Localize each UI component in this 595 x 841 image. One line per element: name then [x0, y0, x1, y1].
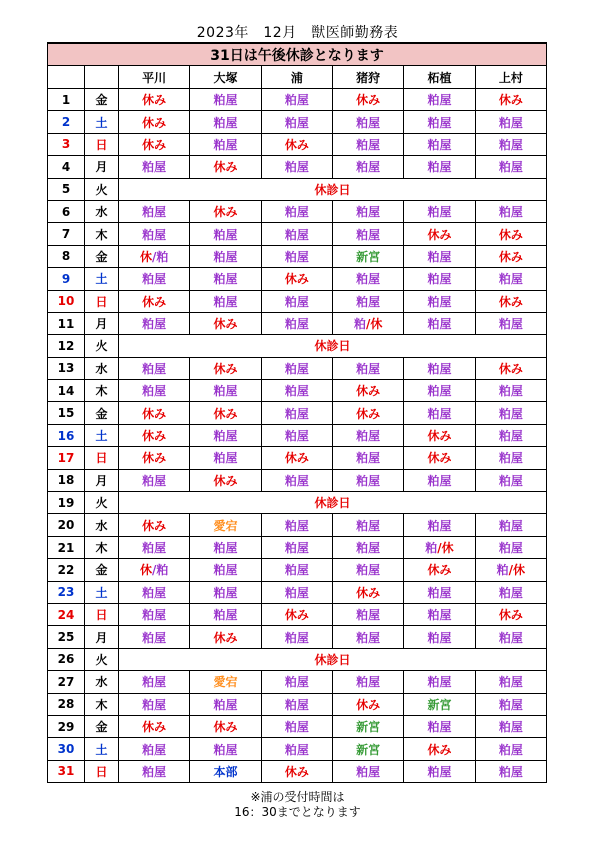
table-row [48, 469, 547, 491]
shift-cell: 粕屋 [261, 469, 332, 491]
shift-cell: 粕屋 [404, 290, 475, 312]
shift-cell: 粕屋 [119, 671, 190, 693]
shift-cell: 粕屋 [404, 357, 475, 379]
shift-separator: / [508, 563, 514, 578]
shift-cell: 粕屋 [332, 133, 403, 155]
shift-cell: 愛宕 [190, 514, 261, 536]
weekday: 月 [85, 626, 119, 648]
shift-part: 休 [513, 563, 526, 578]
day-number: 16 [48, 424, 85, 446]
weekday: 土 [85, 424, 119, 446]
table-row [48, 111, 547, 133]
shift-cell: 休み [332, 380, 403, 402]
table-row [48, 133, 547, 155]
table-row [48, 200, 547, 222]
shift-part: 粕 [353, 317, 366, 332]
weekday: 水 [85, 200, 119, 222]
shift-cell: 粕屋 [475, 424, 546, 446]
shift-cell: 粕屋 [190, 424, 261, 446]
day-number: 25 [48, 626, 85, 648]
shift-cell: 粕屋 [404, 581, 475, 603]
closed-day-label: 休診日 [119, 335, 547, 357]
shift-cell: 粕屋 [332, 200, 403, 222]
weekday: 金 [85, 559, 119, 581]
shift-cell: 粕屋 [475, 469, 546, 491]
weekday: 日 [85, 133, 119, 155]
shift-cell: 粕屋 [332, 760, 403, 782]
table-row [48, 402, 547, 424]
day-number: 14 [48, 380, 85, 402]
shift-cell: 粕屋 [119, 738, 190, 760]
shift-cell: 粕屋 [332, 156, 403, 178]
weekday: 日 [85, 447, 119, 469]
shift-cell: 粕屋 [404, 111, 475, 133]
shift-cell: 粕屋 [475, 402, 546, 424]
shift-cell: 休み [190, 626, 261, 648]
shift-cell: 粕屋 [119, 268, 190, 290]
notice-row [48, 43, 547, 66]
shift-cell: 粕屋 [404, 200, 475, 222]
shift-cell: 粕屋 [475, 312, 546, 334]
table-row [48, 89, 547, 111]
shift-cell: 粕屋 [119, 156, 190, 178]
day-number: 19 [48, 492, 85, 514]
day-number: 2 [48, 111, 85, 133]
shift-cell: 粕屋 [261, 514, 332, 536]
shift-cell: 粕屋 [261, 738, 332, 760]
day-number: 8 [48, 245, 85, 267]
shift-cell: 粕屋 [190, 89, 261, 111]
shift-cell: 粕屋 [119, 469, 190, 491]
day-number: 20 [48, 514, 85, 536]
shift-cell [404, 536, 475, 558]
shift-cell: 粕屋 [475, 715, 546, 737]
shift-cell: 休み [190, 715, 261, 737]
shift-cell: 粕屋 [190, 380, 261, 402]
day-number: 22 [48, 559, 85, 581]
shift-cell: 休み [475, 603, 546, 625]
shift-cell [332, 312, 403, 334]
shift-cell: 粕屋 [332, 514, 403, 536]
table-row [48, 559, 547, 581]
weekday: 火 [85, 178, 119, 200]
shift-cell: 粕屋 [332, 268, 403, 290]
shift-cell: 休み [404, 424, 475, 446]
shift-cell: 粕屋 [261, 693, 332, 715]
table-row [48, 424, 547, 446]
day-number: 3 [48, 133, 85, 155]
day-number: 10 [48, 290, 85, 312]
table-row [48, 738, 547, 760]
table-row [48, 447, 547, 469]
shift-cell: 粕屋 [119, 357, 190, 379]
shift-cell: 休み [190, 357, 261, 379]
shift-cell: 休み [475, 357, 546, 379]
shift-separator: / [151, 563, 157, 578]
shift-cell: 休み [261, 447, 332, 469]
shift-cell: 粕屋 [261, 223, 332, 245]
shift-cell: 休み [190, 312, 261, 334]
weekday: 日 [85, 603, 119, 625]
shift-part: 休 [441, 541, 454, 555]
shift-cell: 休み [404, 738, 475, 760]
shift-cell: 本部 [190, 760, 261, 782]
shift-cell: 粕屋 [404, 402, 475, 424]
notice-banner: 31日は午後休診となります [48, 43, 547, 66]
header-day-blank [48, 66, 85, 89]
weekday: 木 [85, 536, 119, 558]
day-number: 9 [48, 268, 85, 290]
table-row [48, 648, 547, 670]
table-row [48, 178, 547, 200]
shift-cell: 粕屋 [190, 603, 261, 625]
shift-cell: 粕屋 [404, 380, 475, 402]
table-row [48, 312, 547, 334]
shift-part: 休 [370, 317, 383, 332]
shift-cell: 粕屋 [190, 447, 261, 469]
header-doctor: 大塚 [190, 66, 261, 89]
shift-separator: / [365, 317, 371, 332]
shift-cell: 休み [475, 245, 546, 267]
shift-cell: 粕屋 [261, 671, 332, 693]
shift-cell: 粕屋 [119, 200, 190, 222]
table-row [48, 626, 547, 648]
shift-cell: 休み [119, 402, 190, 424]
shift-cell: 粕屋 [475, 268, 546, 290]
shift-cell: 粕屋 [261, 559, 332, 581]
day-number: 27 [48, 671, 85, 693]
shift-cell: 休み [261, 268, 332, 290]
weekday: 火 [85, 648, 119, 670]
table-row [48, 357, 547, 379]
shift-cell: 粕屋 [261, 536, 332, 558]
shift-cell: 粕屋 [261, 156, 332, 178]
shift-cell: 粕屋 [119, 380, 190, 402]
shift-cell: 粕屋 [261, 402, 332, 424]
shift-cell: 休み [119, 290, 190, 312]
header-weekday-blank [85, 66, 119, 89]
closed-day-label: 休診日 [119, 178, 547, 200]
shift-cell: 粕屋 [475, 133, 546, 155]
shift-cell: 粕屋 [404, 514, 475, 536]
table-row [48, 536, 547, 558]
shift-cell: 休み [261, 133, 332, 155]
shift-cell: 粕屋 [332, 626, 403, 648]
shift-part: 休 [139, 249, 152, 264]
day-number: 30 [48, 738, 85, 760]
shift-cell: 粕屋 [119, 603, 190, 625]
shift-cell: 粕屋 [475, 581, 546, 603]
shift-cell: 粕屋 [190, 111, 261, 133]
table-row [48, 156, 547, 178]
table-row [48, 693, 547, 715]
shift-cell: 粕屋 [475, 111, 546, 133]
table-row [48, 290, 547, 312]
shift-cell: 粕屋 [190, 559, 261, 581]
shift-cell: 粕屋 [475, 380, 546, 402]
shift-cell: 粕屋 [119, 223, 190, 245]
table-row [48, 268, 547, 290]
footer-line-2: 16：30までとなります [234, 805, 361, 819]
day-number: 21 [48, 536, 85, 558]
shift-cell: 粕屋 [475, 738, 546, 760]
shift-cell [119, 559, 190, 581]
header-doctor: 平川 [119, 66, 190, 89]
shift-cell: 休み [475, 223, 546, 245]
shift-part: 粕 [156, 249, 169, 264]
day-number: 24 [48, 603, 85, 625]
shift-cell: 休み [332, 581, 403, 603]
shift-cell: 粕屋 [190, 290, 261, 312]
closed-day-label: 休診日 [119, 492, 547, 514]
shift-cell: 粕屋 [261, 424, 332, 446]
shift-cell: 粕屋 [404, 469, 475, 491]
shift-cell [119, 245, 190, 267]
closed-day-label: 休診日 [119, 648, 547, 670]
shift-cell: 粕屋 [261, 380, 332, 402]
shift-cell: 粕屋 [475, 156, 546, 178]
page-title: 2023年 12月 獣医師勤務表 [196, 25, 399, 41]
weekday: 水 [85, 357, 119, 379]
table-row [48, 603, 547, 625]
shift-cell: 粕屋 [119, 312, 190, 334]
day-number: 5 [48, 178, 85, 200]
shift-cell: 休み [261, 760, 332, 782]
table-row [48, 514, 547, 536]
weekday: 日 [85, 760, 119, 782]
weekday: 月 [85, 469, 119, 491]
shift-cell: 粕屋 [190, 693, 261, 715]
shift-separator: / [151, 249, 157, 264]
day-number: 13 [48, 357, 85, 379]
shift-cell: 粕屋 [261, 245, 332, 267]
day-number: 31 [48, 760, 85, 782]
shift-cell: 粕屋 [261, 357, 332, 379]
shift-cell: 休み [119, 133, 190, 155]
shift-cell: 休み [404, 559, 475, 581]
shift-cell [475, 559, 546, 581]
shift-cell: 粕屋 [261, 200, 332, 222]
shift-part: 粕 [496, 563, 509, 578]
shift-cell: 粕屋 [261, 715, 332, 737]
day-number: 28 [48, 693, 85, 715]
day-number: 23 [48, 581, 85, 603]
shift-cell: 愛宕 [190, 671, 261, 693]
shift-cell: 粕屋 [190, 245, 261, 267]
shift-cell: 新宮 [332, 738, 403, 760]
shift-cell: 粕屋 [475, 514, 546, 536]
weekday: 木 [85, 693, 119, 715]
shift-cell: 粕屋 [332, 447, 403, 469]
footer-line-1: ※浦の受付時間は [250, 790, 345, 804]
shift-cell: 休み [475, 290, 546, 312]
shift-cell: 粕屋 [332, 424, 403, 446]
shift-cell: 休み [119, 447, 190, 469]
shift-part: 粕 [425, 541, 438, 555]
shift-cell: 粕屋 [475, 536, 546, 558]
shift-cell: 粕屋 [261, 89, 332, 111]
shift-cell: 粕屋 [261, 312, 332, 334]
day-number: 26 [48, 648, 85, 670]
day-number: 15 [48, 402, 85, 424]
shift-cell: 新宮 [332, 245, 403, 267]
shift-separator: / [437, 541, 442, 555]
shift-cell: 粕屋 [404, 760, 475, 782]
weekday: 水 [85, 514, 119, 536]
roster-body [48, 89, 547, 783]
shift-cell: 粕屋 [332, 559, 403, 581]
header-row [48, 66, 547, 89]
weekday: 金 [85, 715, 119, 737]
shift-cell: 休み [404, 447, 475, 469]
shift-cell: 休み [119, 514, 190, 536]
weekday: 木 [85, 223, 119, 245]
shift-cell: 粕屋 [190, 536, 261, 558]
shift-cell: 休み [332, 402, 403, 424]
shift-cell: 粕屋 [261, 626, 332, 648]
shift-cell: 粕屋 [261, 581, 332, 603]
weekday: 日 [85, 290, 119, 312]
shift-cell: 粕屋 [475, 447, 546, 469]
table-row [48, 223, 547, 245]
table-row [48, 760, 547, 782]
shift-cell: 休み [119, 715, 190, 737]
weekday: 土 [85, 268, 119, 290]
header-doctor: 上村 [475, 66, 546, 89]
table-row [48, 380, 547, 402]
weekday: 金 [85, 245, 119, 267]
day-number: 1 [48, 89, 85, 111]
shift-cell: 新宮 [404, 693, 475, 715]
shift-cell: 粕屋 [404, 268, 475, 290]
shift-cell: 粕屋 [119, 581, 190, 603]
shift-cell: 休み [190, 402, 261, 424]
shift-cell: 休み [404, 223, 475, 245]
weekday: 水 [85, 671, 119, 693]
weekday: 火 [85, 335, 119, 357]
weekday: 土 [85, 738, 119, 760]
day-number: 7 [48, 223, 85, 245]
day-number: 18 [48, 469, 85, 491]
shift-cell: 粕屋 [190, 581, 261, 603]
shift-cell: 粕屋 [332, 536, 403, 558]
shift-cell: 休み [119, 424, 190, 446]
table-row [48, 715, 547, 737]
shift-cell: 粕屋 [404, 603, 475, 625]
shift-cell: 粕屋 [404, 671, 475, 693]
shift-cell: 休み [190, 469, 261, 491]
shift-cell: 粕屋 [261, 290, 332, 312]
shift-cell: 休み [190, 200, 261, 222]
shift-cell: 粕屋 [332, 469, 403, 491]
shift-cell: 粕屋 [119, 693, 190, 715]
shift-cell: 粕屋 [332, 290, 403, 312]
shift-part: 休 [139, 563, 152, 578]
day-number: 29 [48, 715, 85, 737]
shift-cell: 粕屋 [332, 357, 403, 379]
footer-note [0, 790, 595, 820]
shift-cell: 粕屋 [190, 738, 261, 760]
shift-cell: 粕屋 [475, 626, 546, 648]
shift-cell: 粕屋 [332, 111, 403, 133]
shift-cell: 粕屋 [475, 671, 546, 693]
roster-table [47, 42, 547, 783]
weekday: 木 [85, 380, 119, 402]
table-row [48, 492, 547, 514]
shift-cell: 粕屋 [332, 603, 403, 625]
table-row [48, 581, 547, 603]
shift-cell: 粕屋 [404, 312, 475, 334]
shift-cell: 休み [332, 693, 403, 715]
shift-cell: 粕屋 [119, 760, 190, 782]
header-doctor: 猪狩 [332, 66, 403, 89]
shift-cell: 粕屋 [119, 536, 190, 558]
shift-cell: 粕屋 [119, 626, 190, 648]
table-row [48, 671, 547, 693]
weekday: 金 [85, 89, 119, 111]
shift-cell: 粕屋 [190, 223, 261, 245]
shift-cell: 粕屋 [404, 89, 475, 111]
weekday: 火 [85, 492, 119, 514]
shift-cell: 粕屋 [190, 268, 261, 290]
day-number: 12 [48, 335, 85, 357]
shift-cell: 休み [332, 89, 403, 111]
day-number: 11 [48, 312, 85, 334]
shift-cell: 休み [261, 603, 332, 625]
weekday: 月 [85, 312, 119, 334]
shift-cell: 粕屋 [475, 760, 546, 782]
shift-cell: 粕屋 [261, 111, 332, 133]
weekday: 月 [85, 156, 119, 178]
shift-cell: 休み [119, 89, 190, 111]
header-doctor: 柘植 [404, 66, 475, 89]
shift-cell: 粕屋 [190, 133, 261, 155]
shift-cell: 粕屋 [404, 715, 475, 737]
table-row [48, 245, 547, 267]
shift-cell: 新宮 [332, 715, 403, 737]
day-number: 6 [48, 200, 85, 222]
shift-cell: 休み [475, 89, 546, 111]
shift-cell: 粕屋 [475, 693, 546, 715]
shift-cell: 粕屋 [332, 671, 403, 693]
shift-cell: 粕屋 [404, 133, 475, 155]
weekday: 土 [85, 581, 119, 603]
weekday: 金 [85, 402, 119, 424]
shift-part: 粕 [156, 563, 169, 578]
shift-cell: 粕屋 [404, 245, 475, 267]
shift-cell: 粕屋 [475, 200, 546, 222]
shift-cell: 粕屋 [404, 626, 475, 648]
weekday: 土 [85, 111, 119, 133]
day-number: 17 [48, 447, 85, 469]
shift-cell: 粕屋 [332, 223, 403, 245]
shift-cell: 休み [190, 156, 261, 178]
shift-cell: 粕屋 [404, 156, 475, 178]
day-number: 4 [48, 156, 85, 178]
table-row [48, 335, 547, 357]
shift-cell: 休み [119, 111, 190, 133]
header-doctor: 浦 [261, 66, 332, 89]
